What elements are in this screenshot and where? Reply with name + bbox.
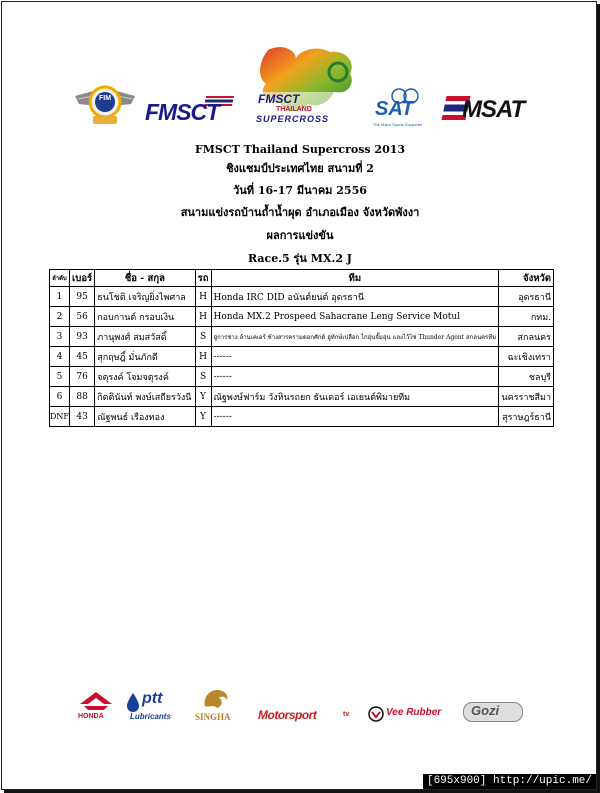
fmsct-logo <box>145 96 233 126</box>
header-name: ชื่อ - สกุล <box>95 270 195 287</box>
cell-number: 88 <box>70 387 95 407</box>
header-province: จังหวัด <box>499 270 554 287</box>
singha-logo <box>193 686 239 724</box>
sat-logo <box>371 86 437 130</box>
table-header-row <box>50 270 554 287</box>
cell-number: 43 <box>70 407 95 427</box>
header-bike: รถ <box>195 270 211 287</box>
motorsport-tv-logo <box>258 708 354 724</box>
cell-position: 5 <box>50 367 70 387</box>
table-row <box>50 287 554 307</box>
table-row <box>50 367 554 387</box>
cell-name: กิตตินันท์ พงษ์เสถียรวังนี <box>95 387 195 407</box>
cell-position: 2 <box>50 307 70 327</box>
ptt-logo <box>126 688 176 724</box>
cell-province: ฉะเชิงเทรา <box>499 347 554 367</box>
cell-province: สุราษฎร์ธานี <box>499 407 554 427</box>
cell-bike: Y <box>195 387 211 407</box>
gozi-logo-text: Gozi <box>471 703 500 718</box>
cell-province: กทม. <box>499 307 554 327</box>
header-number: เบอร์ <box>70 270 95 287</box>
singha-logo-text: SINGHA <box>195 712 231 722</box>
cell-bike: H <box>195 307 211 327</box>
race-class: Race.5 รุ่น MX.2 J <box>247 252 353 265</box>
fim-logo <box>73 82 137 126</box>
cell-team: ------ <box>211 347 499 367</box>
table-row <box>50 387 554 407</box>
cell-name: ธนโชติ เจริญยิ่งไพศาล <box>95 287 195 307</box>
cell-position: DNF <box>50 407 70 427</box>
honda-logo <box>76 690 116 724</box>
ptt-logo-text: ptt <box>142 690 163 707</box>
header-position: ลำดับ <box>50 270 70 287</box>
cell-team: Honda IRC DID อนันต์ยนต์ อุดรธานี <box>211 287 499 307</box>
sat-tagline: The Major Sports Supporter <box>373 122 423 127</box>
fim-logo-text: FIM <box>98 95 112 102</box>
cell-position: 1 <box>50 287 70 307</box>
vee-rubber-logo-text: Vee Rubber <box>386 707 442 718</box>
cell-province: นครราชสีมา <box>499 387 554 407</box>
cell-position: 6 <box>50 387 70 407</box>
cell-province: สกลนคร <box>499 327 554 347</box>
cell-position: 3 <box>50 327 70 347</box>
championship-round: ชิงแชมป์ประเทศไทย สนามที่ 2 <box>226 162 374 175</box>
supercross-logo-top: FMSCT <box>258 92 300 106</box>
vee-rubber-logo <box>368 704 452 724</box>
event-venue: สนามแข่งรถบ้านถ้ำน้ำผุด อำเภอเมือง จังหวัดพังงา <box>180 206 420 219</box>
cell-bike: H <box>195 347 211 367</box>
results-table <box>49 269 554 427</box>
gozi-logo <box>463 702 523 724</box>
motorsport-logo-text: Motorsport <box>258 708 317 722</box>
cell-team: ณัฐพงษ์ฟาร์ม วังหินรถยก ธันเดอร์ เอเยนต์พิมายทีม <box>211 387 499 407</box>
cell-bike: H <box>195 287 211 307</box>
cell-team: Honda MX.2 Prospeed Sahacrane Leng Service Motul <box>211 307 499 327</box>
supercross-logo <box>250 44 358 130</box>
msat-logo-text: MSAT <box>462 96 525 123</box>
cell-name: สุกฤษฎิ์ มั่นภักดี <box>95 347 195 367</box>
cell-number: 76 <box>70 367 95 387</box>
cell-bike: S <box>195 367 211 387</box>
cell-team: ------ <box>211 407 499 427</box>
msat-logo <box>444 94 528 126</box>
cell-bike: Y <box>195 407 211 427</box>
cell-number: 45 <box>70 347 95 367</box>
cell-province: อุดรธานี <box>499 287 554 307</box>
table-row <box>50 347 554 367</box>
event-date: วันที่ 16-17 มีนาคม 2556 <box>233 184 367 197</box>
event-title: FMSCT Thailand Supercross 2013 <box>194 143 406 156</box>
cell-bike: S <box>195 327 211 347</box>
cell-name: ภานุพงศ์ สมสวัสดิ์ <box>95 327 195 347</box>
sat-logo-text: SAT <box>375 98 414 120</box>
cell-position: 4 <box>50 347 70 367</box>
cell-name: ณัฐพนธ์ เรืองทอง <box>95 407 195 427</box>
motorsport-tv-text: tv <box>343 711 350 718</box>
fmsct-logo-text: FMSCT <box>145 99 220 125</box>
cell-number: 93 <box>70 327 95 347</box>
honda-logo-text: HONDA <box>78 713 104 720</box>
supercross-logo-mid: THAILAND <box>276 106 312 113</box>
table-row <box>50 327 554 347</box>
supercross-logo-bottom: SUPERCROSS <box>256 114 330 124</box>
table-row <box>50 307 554 327</box>
cell-number: 95 <box>70 287 95 307</box>
cell-team: ------ <box>211 367 499 387</box>
table-row <box>50 407 554 427</box>
header-team: ทีม <box>211 270 499 287</box>
cell-team: อู่การช่าง ล้านเคเอร์ ช้างสารครามดอกศักด์ อู่ทักษ์เปลือก ไก่อุ่นจั๊มอุ่น แลงไว้ไซ่ Thunder Agent สกลนครทีม <box>211 327 499 347</box>
ptt-logo-subtext: Lubricants <box>130 712 171 721</box>
cell-name: กอบกานต์ กรอบเงิน <box>95 307 195 327</box>
results-label: ผลการแข่งขัน <box>266 229 334 242</box>
cell-number: 56 <box>70 307 95 327</box>
cell-name: จตุรงค์ โจมจตุรงค์ <box>95 367 195 387</box>
cell-province: ชลบุรี <box>499 367 554 387</box>
image-host-watermark: [695x900] http://upic.me/ <box>423 774 596 789</box>
